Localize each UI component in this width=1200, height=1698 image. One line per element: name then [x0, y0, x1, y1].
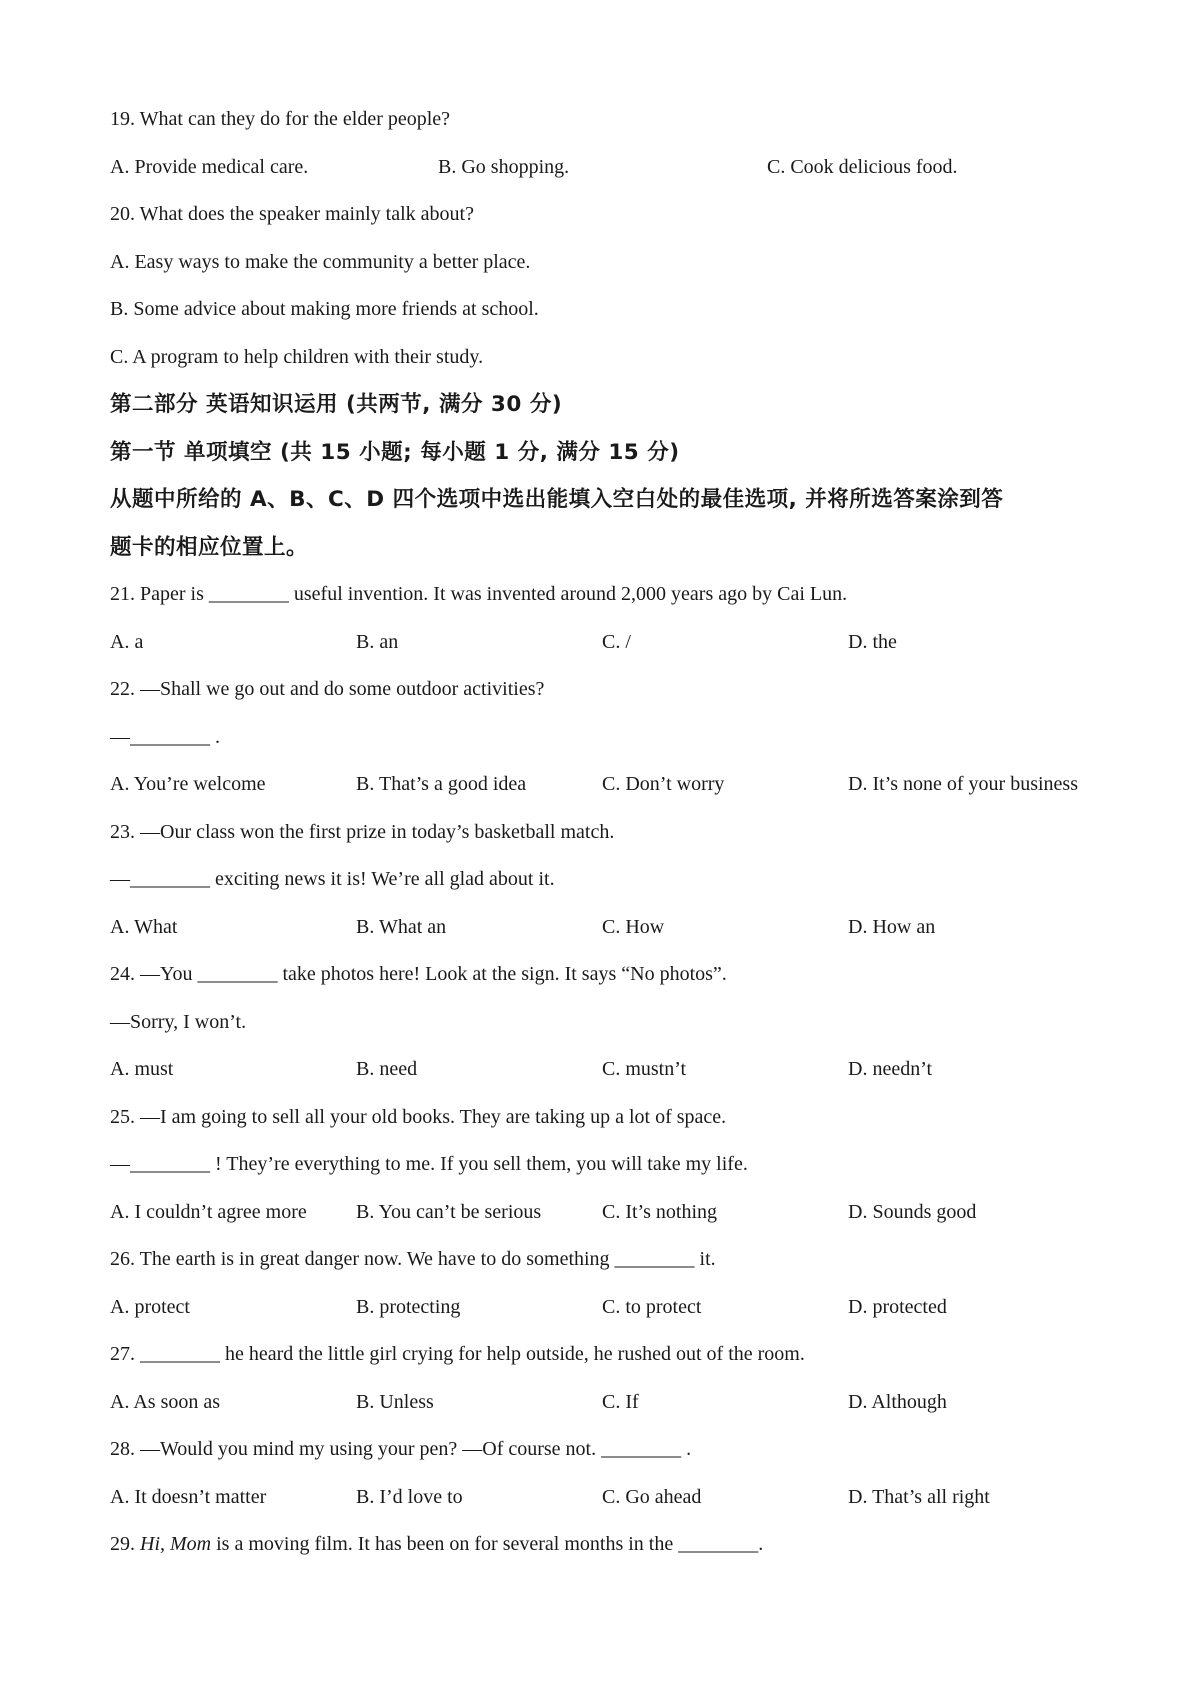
- option-25-b: B. You can’t be serious: [356, 1200, 542, 1223]
- option-24-b: B. need: [356, 1058, 418, 1080]
- question-29-text: is a moving film. It has been on for several months in the ________.: [211, 1533, 764, 1555]
- reply-22: —________ .: [110, 725, 220, 748]
- options-28: [110, 1474, 1110, 1522]
- question-29-number: 29.: [110, 1533, 140, 1555]
- options-25: [110, 1189, 1110, 1237]
- options-27: [110, 1379, 1110, 1427]
- part-title: 第二部分 英语知识运用 (共两节, 满分 30 分): [110, 392, 563, 417]
- option-25-d: D. Sounds good: [848, 1200, 977, 1223]
- option-22-b: B. That’s a good idea: [356, 773, 527, 795]
- question-23: 23. —Our class won the first prize in today’s basketball match.: [110, 820, 615, 843]
- option-28-c: C. Go ahead: [602, 1485, 702, 1508]
- question-22: 22. —Shall we go out and do some outdoor activities?: [110, 678, 545, 700]
- reply-24: —Sorry, I won’t.: [110, 1010, 247, 1033]
- option-21-a: A. a: [110, 630, 144, 653]
- options-19: [110, 144, 1110, 192]
- exam-page: [110, 96, 1110, 1569]
- options-22: [110, 761, 1110, 809]
- option-27-d: D. Although: [848, 1390, 947, 1413]
- option-27-a: A. As soon as: [110, 1390, 221, 1413]
- instruction-line-2: 题卡的相应位置上。: [110, 534, 309, 560]
- options-23: [110, 904, 1110, 952]
- option-28-b: B. I’d love to: [356, 1485, 463, 1508]
- option-26-a: A. protect: [110, 1295, 190, 1318]
- option-23-a: A. What: [110, 915, 178, 938]
- option-19-c: C. Cook delicious food.: [767, 155, 958, 178]
- option-26-b: B. protecting: [356, 1295, 461, 1318]
- option-20-c: C. A program to help children with their study.: [110, 345, 484, 368]
- options-26: [110, 1284, 1110, 1332]
- question-21: 21. Paper is ________ useful invention. It was invented around 2,000 years ago by Cai Lun.: [110, 583, 848, 605]
- option-25-c: C. It’s nothing: [602, 1200, 718, 1223]
- option-22-c: C. Don’t worry: [602, 773, 725, 795]
- option-27-c: C. If: [602, 1390, 639, 1413]
- option-25-a: A. I couldn’t agree more: [110, 1200, 307, 1223]
- option-23-b: B. What an: [356, 915, 447, 938]
- question-24: 24. —You ________ take photos here! Look at the sign. It says “No photos”.: [110, 963, 727, 985]
- question-20: 20. What does the speaker mainly talk about?: [110, 203, 474, 225]
- option-26-c: C. to protect: [602, 1295, 702, 1318]
- instruction-line-1: 从题中所给的 A、B、C、D 四个选项中选出能填入空白处的最佳选项, 并将所选答案涂到答: [110, 487, 1004, 512]
- option-27-b: B. Unless: [356, 1390, 434, 1413]
- option-20-a: A. Easy ways to make the community a better place.: [110, 250, 531, 273]
- option-23-c: C. How: [602, 915, 665, 938]
- section-subtitle: 第一节 单项填空 (共 15 小题; 每小题 1 分, 满分 15 分): [110, 439, 680, 465]
- option-21-b: B. an: [356, 630, 399, 653]
- option-23-d: D. How an: [848, 915, 936, 938]
- option-22-a: A. You’re welcome: [110, 773, 266, 795]
- reply-25: —________ ! They’re everything to me. If you sell them, you will take my life.: [110, 1153, 748, 1175]
- option-20-b: B. Some advice about making more friends at school.: [110, 298, 539, 320]
- question-19: 19. What can they do for the elder people?: [110, 108, 451, 130]
- option-26-d: D. protected: [848, 1295, 947, 1318]
- option-21-c: C. /: [602, 630, 631, 653]
- question-29: [110, 1521, 1110, 1569]
- option-21-d: D. the: [848, 630, 897, 653]
- option-19-b: B. Go shopping.: [438, 155, 570, 178]
- option-24-c: C. mustn’t: [602, 1058, 687, 1080]
- option-28-a: A. It doesn’t matter: [110, 1485, 267, 1508]
- option-19-a: A. Provide medical care.: [110, 155, 309, 178]
- question-25: 25. —I am going to sell all your old books. They are taking up a lot of space.: [110, 1105, 727, 1128]
- question-27: 27. ________ he heard the little girl crying for help outside, he rushed out of the room.: [110, 1343, 805, 1365]
- question-28: 28. —Would you mind my using your pen? —Of course not. ________ .: [110, 1438, 692, 1460]
- question-29-film-title: Hi, Mom: [140, 1533, 212, 1555]
- option-24-d: D. needn’t: [848, 1058, 933, 1080]
- options-24: [110, 1046, 1110, 1094]
- option-28-d: D. That’s all right: [848, 1485, 990, 1508]
- option-24-a: A. must: [110, 1058, 174, 1080]
- question-26: 26. The earth is in great danger now. We have to do something ________ it.: [110, 1248, 716, 1270]
- option-22-d: D. It’s none of your business: [848, 773, 1078, 795]
- options-21: [110, 619, 1110, 667]
- reply-23: —________ exciting news it is! We’re all glad about it.: [110, 868, 555, 890]
